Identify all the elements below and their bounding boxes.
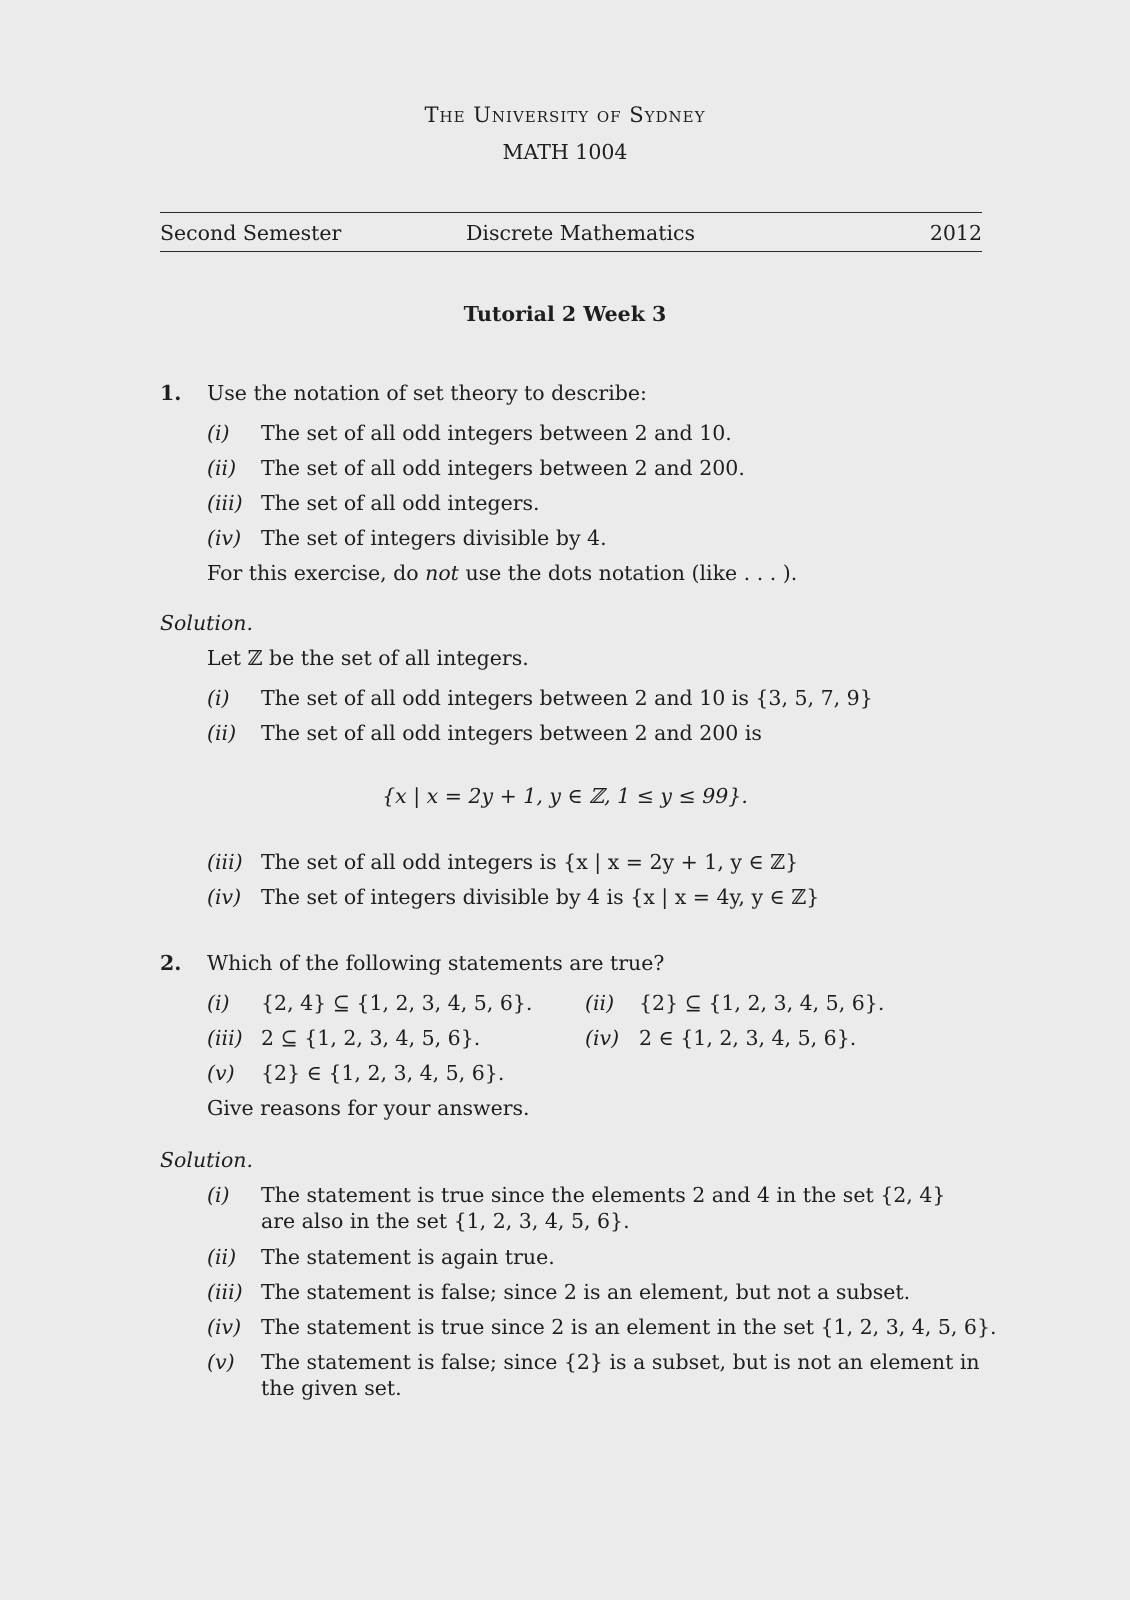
header-top-rule [160, 212, 982, 213]
q1-item-text: The set of all odd integers. [261, 491, 540, 515]
sol1-item-text: The set of all odd integers is {x | x = 2y + 1, y ∈ ℤ} [261, 850, 799, 874]
solution-1-intro: Let ℤ be the set of all integers. [207, 646, 529, 670]
q1-item-label: (iv) [207, 526, 242, 550]
semester-label: Second Semester [160, 221, 342, 245]
question-2-note: Give reasons for your answers. [207, 1096, 530, 1120]
note-emphasis: not [425, 561, 459, 585]
q1-item-text: The set of integers divisible by 4. [261, 526, 607, 550]
note-pre: For this exercise, do [207, 561, 426, 585]
sol1-item-label: (iv) [207, 885, 242, 909]
display-equation: {x | x = 2y + 1, y ∈ ℤ, 1 ≤ y ≤ 99}. [382, 784, 748, 808]
q1-item-text: The set of all odd integers between 2 and 10. [261, 421, 732, 445]
solution-1-heading: Solution. [160, 611, 254, 635]
header-bottom-rule [160, 251, 982, 252]
sol2-item-text: The statement is false; since 2 is an element, but not a subset. [261, 1280, 911, 1304]
page-title: Tutorial 2 Week 3 [463, 302, 667, 326]
sol2-item-label: (ii) [207, 1245, 237, 1269]
q2-item-text: 2 ∈ {1, 2, 3, 4, 5, 6}. [639, 1026, 857, 1050]
sol1-item-label: (iii) [207, 850, 243, 874]
q2-item-text: {2, 4} ⊆ {1, 2, 3, 4, 5, 6}. [261, 991, 533, 1015]
q2-item-text: {2} ∈ {1, 2, 3, 4, 5, 6}. [261, 1061, 505, 1085]
sol1-item-text: The set of all odd integers between 2 and 10 is {3, 5, 7, 9} [261, 686, 873, 710]
sol2-item-label: (iii) [207, 1280, 243, 1304]
sol1-item-text: The set of integers divisible by 4 is {x | x = 4y, y ∈ ℤ} [261, 885, 820, 909]
sol1-item-label: (i) [207, 686, 230, 710]
question-1-prompt: Use the notation of set theory to describe: [207, 381, 647, 405]
note-post: use the dots notation (like . . . ). [458, 561, 798, 585]
university-name: The University of Sydney [424, 103, 706, 127]
sol2-item-label: (i) [207, 1183, 230, 1207]
q1-item-label: (ii) [207, 456, 237, 480]
q1-item-label: (i) [207, 421, 230, 445]
q1-item-text: The set of all odd integers between 2 and 200. [261, 456, 745, 480]
sol1-item-label: (ii) [207, 721, 237, 745]
q2-item-text: 2 ⊆ {1, 2, 3, 4, 5, 6}. [261, 1026, 481, 1050]
sol2-item-text: The statement is again true. [261, 1245, 555, 1269]
sol2-item-text: The statement is false; since {2} is a subset, but is not an element in the given set. [261, 1350, 980, 1400]
question-1-number: 1. [160, 381, 182, 405]
sol2-item-text: The statement is true since 2 is an element in the set {1, 2, 3, 4, 5, 6}. [261, 1315, 997, 1339]
course-code: MATH 1004 [502, 140, 628, 164]
subject-label: Discrete Mathematics [466, 221, 696, 245]
q2-item-label: (iv) [585, 1026, 620, 1050]
q2-item-label: (iii) [207, 1026, 243, 1050]
solution-2-heading: Solution. [160, 1148, 254, 1172]
q2-item-label: (ii) [585, 991, 615, 1015]
q2-item-label: (v) [207, 1061, 235, 1085]
sol2-item-label: (iv) [207, 1315, 242, 1339]
q1-item-label: (iii) [207, 491, 243, 515]
sol2-item-label: (v) [207, 1350, 235, 1374]
question-2-prompt: Which of the following statements are true? [207, 951, 665, 975]
sol2-item-text: The statement is true since the elements 2 and 4 in the set {2, 4} are also in the set {1, 2, 3, 4, 5, 6}. [261, 1183, 946, 1233]
q2-item-text: {2} ⊆ {1, 2, 3, 4, 5, 6}. [639, 991, 885, 1015]
question-2-number: 2. [160, 951, 182, 975]
sol1-item-text: The set of all odd integers between 2 and 200 is [261, 721, 762, 745]
year-label: 2012 [929, 221, 982, 245]
q2-item-label: (i) [207, 991, 230, 1015]
question-1-note [207, 560, 797, 586]
